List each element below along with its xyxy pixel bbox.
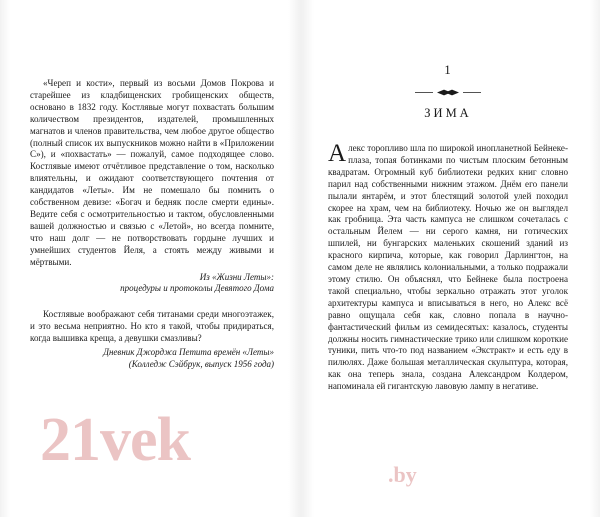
right-first-paragraph-text: лекс торопливо шла по широкой инопланетной Бейнеке-плаза, топая ботинками по чистым плоским бетонным квадратам. Огромный куб библиотеки редких книг словно парил над собственными нижним этажом. Днём его панели пылали янтарём, и этот блестящий золотой улей походил скорее на храм, чем на библиотеку. Ночью же он выглядел как гробница. Эта часть кампуса не слишком сочеталась с остальным Йелем — ни серого камня, ни готических шпилей, ни бунгарских маленьких скошений зданий из красного кирпича, которые, как говорил Дарлингтон, на самом деле не являлись колониальными, а только подражали этому стилю. Он объяснял, что Бейнеке была построена такой специально, чтобы зеркально отражать этот уголок архитектуры кампуса и вписываться в него, но Алекс всё равно ощущала себя как, словно попала в научно-фантастический фильм из семидесятых: казалось, студенты должны носить гимнастические трико или слишком короткие туники, пить что-то под названием «Экстракт» и есть еду в пилюлях. Даже большая металлическая скульптура, которая, как она теперь знала, создана Александром Колдером, напоминала ей гигантскую лавовую лампу в негативе.: [328, 143, 568, 392]
decorative-divider-icon: [328, 88, 568, 98]
attribution-line-1: Дневник Джорджа Петита времён «Леты»: [103, 347, 274, 358]
attribution-line-2: процедуры и протоколы Девятого Дома: [120, 283, 274, 294]
right-page: [300, 0, 600, 517]
drop-cap: А: [328, 140, 347, 167]
chapter-number: 1: [444, 62, 452, 77]
left-paragraph-2: Костлявые воображают себя титанами среди многоэтажек, и это весьма неприятно. Но кто я такой, чтобы придираться, когда вышивка креща, а девушки смазливы?: [30, 308, 274, 343]
attribution-line-2: (Колледж Сэйбрук, выпуск 1956 года): [128, 359, 274, 369]
attribution-line-1: Из «Жизни Леты»:: [199, 271, 274, 282]
right-first-paragraph: [328, 140, 568, 393]
watermark-main-text: 21vek: [40, 406, 190, 474]
paragraph-spacer: [30, 295, 274, 309]
left-attribution-2: [30, 347, 274, 370]
left-paragraph-1: «Череп и кости», первый из восьми Домов Покрова и старейшее из кладбищенских гробищенских обществ, основано в 1832 году. Костлявые могут похвастать большим количеством президентов, издателей, промышленных магнатов и членов правительства, чем любое другое общество (полный список их выпускников можно найти в «Приложении С»), и «похвастать» — пожалуй, самое подходящее слово. Костлявые имеют отчётливое представление о том, насколько влиятельны, и ожидают соответствующего почтения от кандидатов «Леты». Им не помешало бы помнить о собственном девизе: «Богач и бедняк после смерти едины». Ведите себя с осмотрительностью и тактом, обусловленными вашей должностью и связью с «Летой», но всегда помните, что наш долг — не потворствовать гордыне лучших и умнейших студентов Йеля, а стоять между живыми и мёртвыми.: [30, 78, 274, 267]
left-attribution-1: [30, 272, 274, 295]
watermark-sub-text: .by: [388, 462, 417, 487]
chapter-title: ЗИМА: [424, 106, 472, 120]
